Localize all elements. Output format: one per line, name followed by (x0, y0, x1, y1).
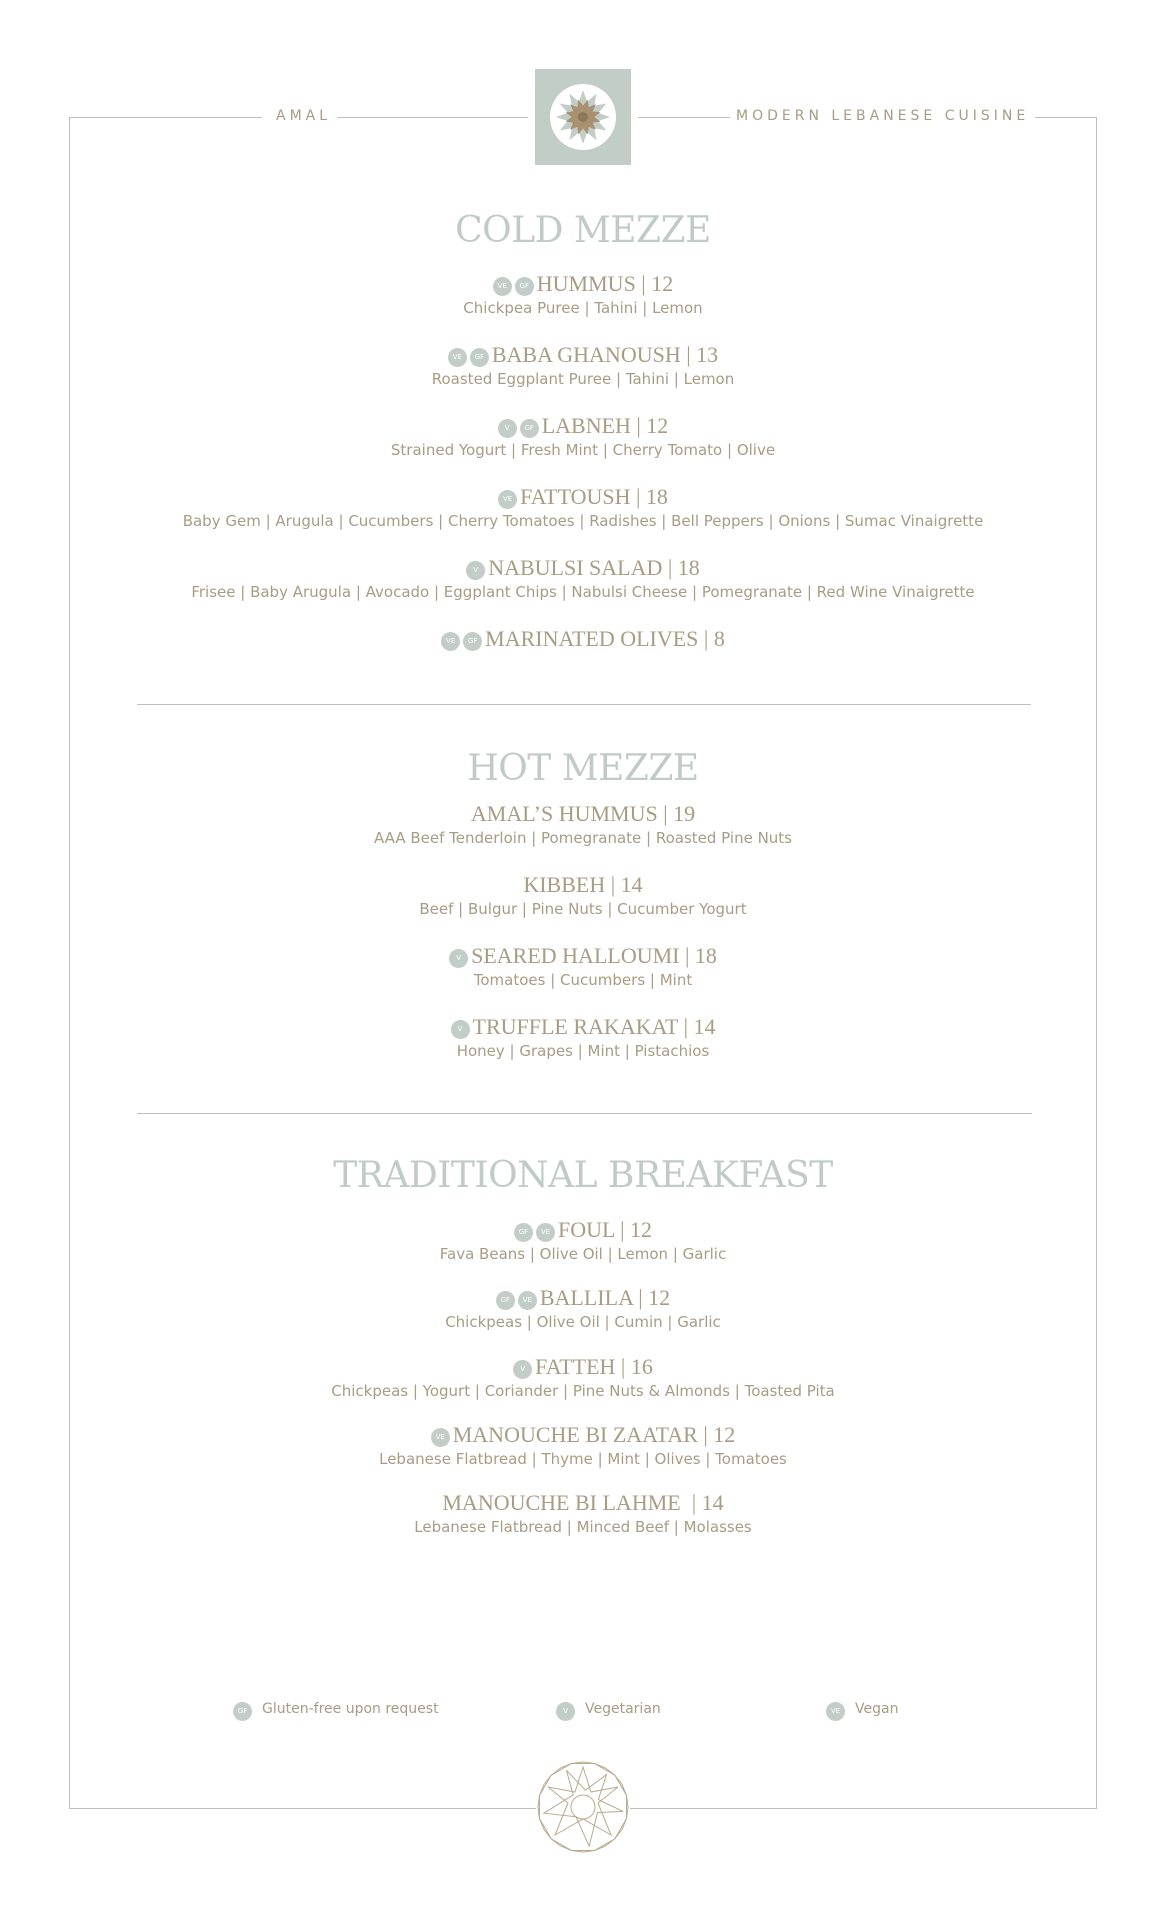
menu-item (69, 1286, 1097, 1332)
section-title-hot-mezze: HOT MEZZE (467, 748, 699, 789)
brand-tagline: MODERN LEBANESE CUISINE (730, 108, 1035, 124)
menu-item-name: HUMMUS | 12 (536, 271, 674, 296)
menu-item-description: Lebanese Flatbread | Minced Beef | Molasses (414, 1518, 752, 1536)
menu-item-name-row (69, 1286, 1097, 1310)
vegan-badge: VE (536, 1223, 555, 1242)
menu-item-name-row (69, 944, 1097, 968)
menu-item-name: FATTOUSH | 18 (520, 484, 668, 509)
menu-item-name: LABNEH | 12 (541, 413, 669, 438)
menu-item-description: Beef | Bulgur | Pine Nuts | Cucumber Yogurt (419, 900, 747, 918)
vegetarian-badge: V (556, 1702, 575, 1721)
menu-item (69, 1355, 1097, 1401)
legend-vegan (826, 1699, 898, 1721)
menu-item-name: MANOUCHE BI LAHME | 14 (442, 1490, 724, 1515)
legend-label: Vegetarian (585, 1701, 661, 1717)
menu-item-description: Roasted Eggplant Puree | Tahini | Lemon (431, 370, 735, 388)
menu-item-name-row (69, 556, 1097, 580)
vegan-badge: VE (498, 490, 517, 509)
section-divider (137, 1113, 1032, 1114)
menu-item-description: Honey | Grapes | Mint | Pistachios (456, 1042, 710, 1060)
gluten-free-badge: GF (520, 419, 539, 438)
menu-item (69, 556, 1097, 602)
vegan-badge: VE (441, 632, 460, 651)
menu-item (69, 802, 1097, 848)
section-title-traditional-breakfast: TRADITIONAL BREAKFAST (333, 1155, 833, 1196)
logo-emblem (535, 69, 631, 165)
menu-item-name-row (69, 1355, 1097, 1379)
menu-item-name: FATTEH | 16 (535, 1354, 653, 1379)
menu-item-name-row (69, 1423, 1097, 1447)
menu-item-name: BALLILA | 12 (539, 1285, 671, 1310)
footer-star-emblem (536, 1760, 630, 1854)
menu-item-description: Lebanese Flatbread | Thyme | Mint | Olives | Tomatoes (379, 1450, 787, 1468)
vegan-badge: VE (826, 1702, 845, 1721)
menu-item-description: Baby Gem | Arugula | Cucumbers | Cherry Tomatoes | Radishes | Bell Peppers | Onions | Sumac Vinaigrette (182, 512, 984, 530)
menu-item (69, 627, 1097, 651)
menu-item-description: Strained Yogurt | Fresh Mint | Cherry Tomato | Olive (390, 441, 776, 459)
menu-item-name: SEARED HALLOUMI | 18 (471, 943, 717, 968)
menu-item-name: MANOUCHE BI ZAATAR | 12 (452, 1422, 736, 1447)
menu-item-description: Frisee | Baby Arugula | Avocado | Eggplant Chips | Nabulsi Cheese | Pomegranate | Red Wine Vinaigrette (191, 583, 975, 601)
vegan-badge: VE (448, 348, 467, 367)
menu-item (69, 944, 1097, 990)
menu-item (69, 1491, 1097, 1537)
menu-item-name: KIBBEH | 14 (523, 872, 643, 897)
menu-item-name-row (69, 343, 1097, 367)
vegan-badge: VE (518, 1291, 537, 1310)
menu-item-description: AAA Beef Tenderloin | Pomegranate | Roasted Pine Nuts (373, 829, 792, 847)
menu-item-name-row (69, 1218, 1097, 1242)
menu-item (69, 414, 1097, 460)
legend-label: Gluten-free upon request (262, 1701, 439, 1717)
vegetarian-badge: V (513, 1360, 532, 1379)
menu-item-name: FOUL | 12 (557, 1217, 653, 1242)
menu-item-description: Tomatoes | Cucumbers | Mint (473, 971, 693, 989)
menu-item-description: Chickpea Puree | Tahini | Lemon (463, 299, 703, 317)
legend-gluten-free (233, 1699, 439, 1721)
gluten-free-badge: GF (463, 632, 482, 651)
gluten-free-badge: GF (514, 1223, 533, 1242)
menu-item-name-row (69, 1015, 1097, 1039)
vegetarian-badge: V (498, 419, 517, 438)
menu-item (69, 873, 1097, 919)
menu-item-name-row (69, 485, 1097, 509)
menu-item-name: TRUFFLE RAKAKAT | 14 (472, 1014, 716, 1039)
menu-item-name-row (69, 627, 1097, 651)
menu-item-description: Chickpeas | Olive Oil | Cumin | Garlic (445, 1313, 721, 1331)
menu-item-name: AMAL’S HUMMUS | 19 (470, 801, 696, 826)
menu-item (69, 1423, 1097, 1469)
menu-item-description: Chickpeas | Yogurt | Coriander | Pine Nuts & Almonds | Toasted Pita (331, 1382, 835, 1400)
vegetarian-badge: V (466, 561, 485, 580)
menu-item-name-row (69, 414, 1097, 438)
legend-label: Vegan (855, 1701, 899, 1717)
vegetarian-badge: V (451, 1020, 470, 1039)
vegan-badge: VE (431, 1428, 450, 1447)
menu-item-description: Fava Beans | Olive Oil | Lemon | Garlic (439, 1245, 727, 1263)
menu-item (69, 1015, 1097, 1061)
menu-item (69, 272, 1097, 318)
brand-name: AMAL (270, 108, 337, 124)
gluten-free-badge: GF (470, 348, 489, 367)
gluten-free-badge: GF (496, 1291, 515, 1310)
menu-item-name: MARINATED OLIVES | 8 (485, 626, 725, 651)
legend-vegetarian (556, 1699, 661, 1721)
menu-item-name-row (69, 272, 1097, 296)
menu-item-name: BABA GHANOUSH | 13 (491, 342, 719, 367)
section-title-cold-mezze: COLD MEZZE (455, 210, 711, 251)
section-divider (137, 704, 1031, 705)
menu-item (69, 343, 1097, 389)
vegetarian-badge: V (449, 949, 468, 968)
menu-item (69, 1218, 1097, 1264)
gluten-free-badge: GF (233, 1702, 252, 1721)
menu-item (69, 485, 1097, 531)
menu-item-name: NABULSI SALAD | 18 (488, 555, 700, 580)
gluten-free-badge: GF (515, 277, 534, 296)
vegan-badge: VE (493, 277, 512, 296)
